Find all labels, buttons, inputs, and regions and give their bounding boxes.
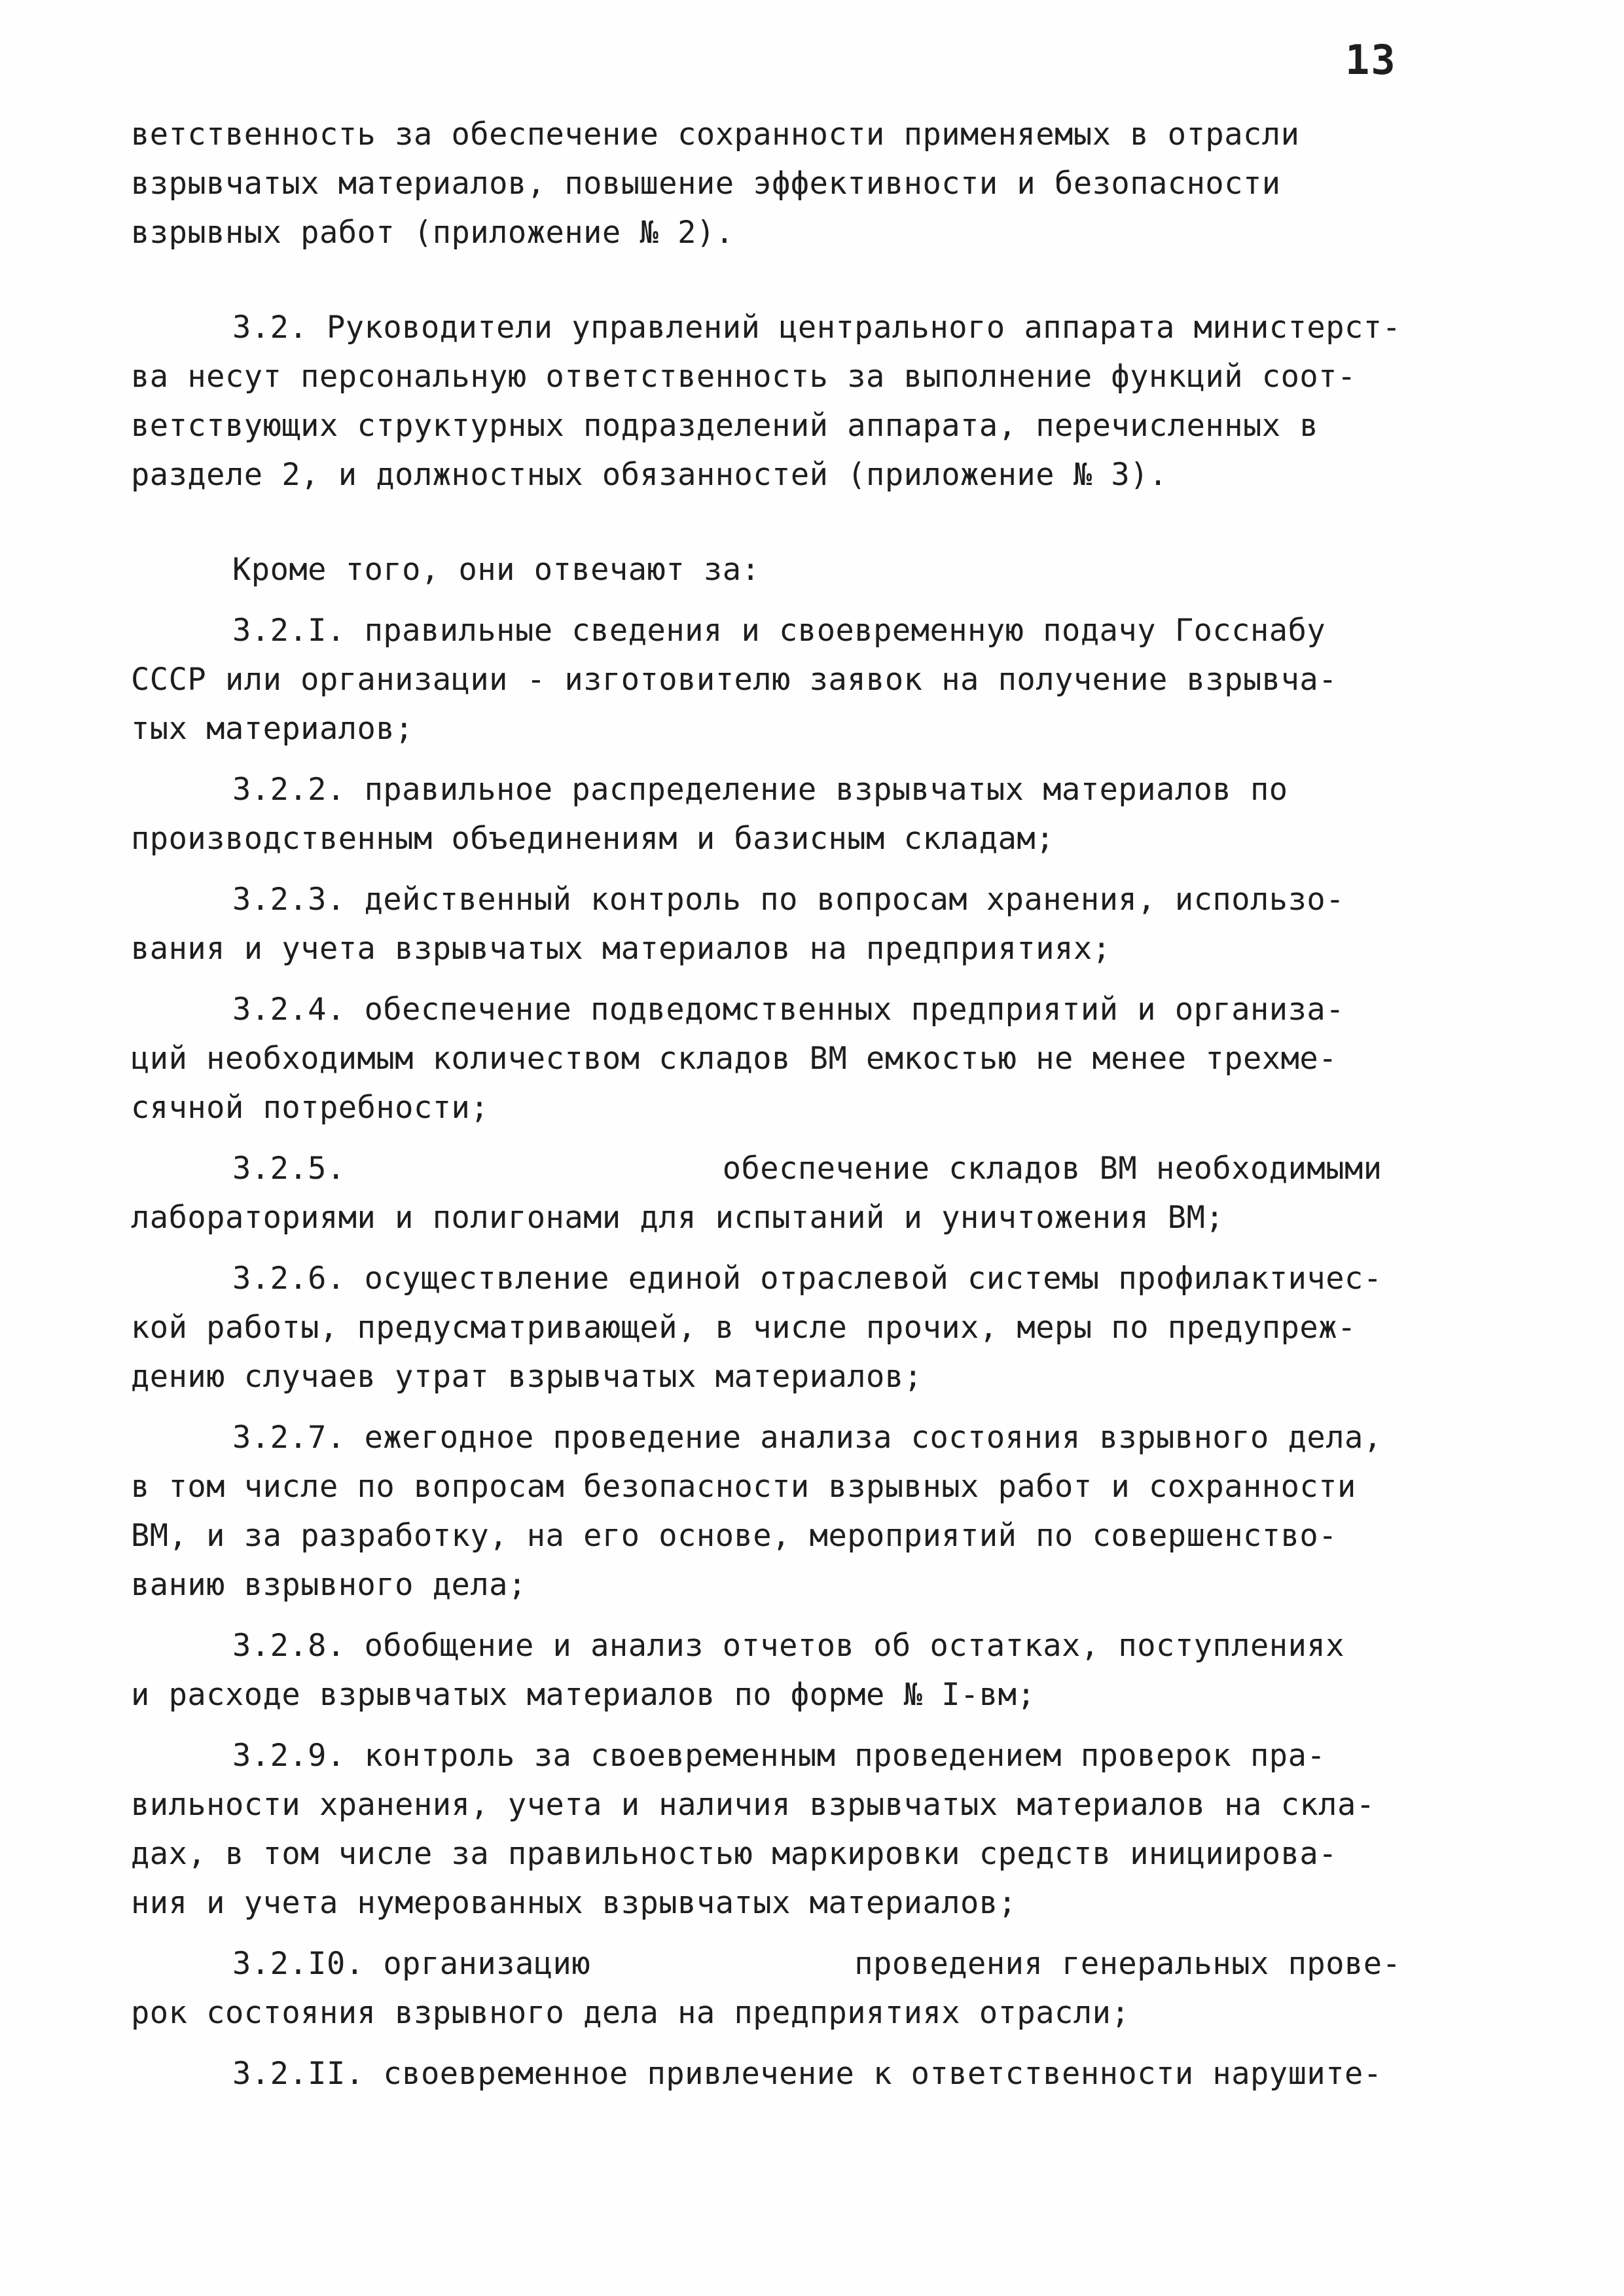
text-line: 3.2.I. правильные сведения и своевременную подачу Госснабу bbox=[232, 613, 1326, 649]
text-line: ВМ, и за разработку, на его основе, мероприятий по совершенство- bbox=[131, 1518, 1337, 1554]
text-line: ций необходимым количеством складов ВМ емкостью не менее трехме- bbox=[131, 1041, 1337, 1077]
document-body bbox=[131, 110, 1492, 2098]
text-line: кой работы, предусматривающей, в числе прочих, меры по предупреж- bbox=[131, 1310, 1356, 1346]
line-gap bbox=[131, 863, 1492, 875]
text-line: 3.2.8. обобщение и анализ отчетов об остатках, поступлениях bbox=[232, 1628, 1344, 1664]
text-line: 3.2.9. контроль за своевременным проведением проверок пра- bbox=[232, 1738, 1326, 1774]
text-line: Кроме того, они отвечают за: bbox=[232, 552, 761, 588]
text-line: взрывчатых материалов, повышение эффективности и безопасности bbox=[131, 166, 1281, 202]
text-line: рок состояния взрывного дела на предприятиях отрасли; bbox=[131, 1995, 1130, 2031]
line-gap bbox=[131, 1609, 1492, 1621]
line-gap bbox=[131, 973, 1492, 985]
text-line: 3.2.I0. организацию проведения генеральных прове- bbox=[232, 1946, 1401, 1982]
text-line: 3.2.4. обеспечение подведомственных предприятий и организа- bbox=[232, 992, 1344, 1028]
text-line: 3.2.II. своевременное привлечение к ответственности нарушите- bbox=[232, 2056, 1382, 2092]
text-line: ветственность за обеспечение сохранности применяемых в отрасли bbox=[131, 117, 1300, 152]
text-line: ветствующих структурных подразделений аппарата, перечисленных в bbox=[131, 408, 1319, 444]
text-line: СССР или организации - изготовителю заявок на получение взрывча- bbox=[131, 662, 1337, 698]
line-gap bbox=[131, 2037, 1492, 2049]
text-line: в том числе по вопросам безопасности взрывных работ и сохранности bbox=[131, 1469, 1356, 1505]
line-gap bbox=[131, 1401, 1492, 1413]
paragraph-gap bbox=[131, 257, 1492, 303]
text-line: 3.2.3. действенный контроль по вопросам хранения, использо- bbox=[232, 882, 1344, 918]
text-line: ва несут персональную ответственность за выполнение функций соот- bbox=[131, 359, 1356, 395]
text-line: дах, в том числе за правильностью маркировки средств инициирова- bbox=[131, 1836, 1337, 1872]
text-line: 3.2.2. правильное распределение взрывчатых материалов по bbox=[232, 772, 1288, 808]
text-line: и расходе взрывчатых материалов по форме № I-вм; bbox=[131, 1677, 1036, 1713]
text-line: взрывных работ (приложение № 2). bbox=[131, 215, 734, 251]
text-line: сячной потребности; bbox=[131, 1090, 490, 1126]
text-line: 3.2.5. обеспечение складов ВМ необходимыми bbox=[232, 1151, 1382, 1187]
text-line: ванию взрывного дела; bbox=[131, 1567, 527, 1603]
line-gap bbox=[131, 1242, 1492, 1254]
paragraph-gap bbox=[131, 499, 1492, 545]
text-line: дению случаев утрат взрывчатых материалов; bbox=[131, 1359, 923, 1395]
page-number: 13 bbox=[1345, 36, 1397, 84]
text-line: 3.2. Руководители управлений центрального аппарата министерст- bbox=[232, 310, 1401, 346]
line-gap bbox=[131, 753, 1492, 765]
line-gap bbox=[131, 594, 1492, 606]
line-gap bbox=[131, 1928, 1492, 1939]
line-gap bbox=[131, 1132, 1492, 1144]
line-gap bbox=[131, 1719, 1492, 1731]
text-line: 3.2.7. ежегодное проведение анализа состояния взрывного дела, bbox=[232, 1420, 1382, 1456]
text-line: тых материалов; bbox=[131, 711, 414, 747]
text-line: вания и учета взрывчатых материалов на предприятиях; bbox=[131, 931, 1111, 967]
text-line: ния и учета нумерованных взрывчатых материалов; bbox=[131, 1885, 1017, 1921]
text-line: 3.2.6. осуществление единой отраслевой системы профилактичес- bbox=[232, 1261, 1382, 1297]
text-line: разделе 2, и должностных обязанностей (приложение № 3). bbox=[131, 457, 1168, 493]
text-line: лабораториями и полигонами для испытаний и уничтожения ВМ; bbox=[131, 1200, 1225, 1236]
text-line: вильности хранения, учета и наличия взрывчатых материалов на скла- bbox=[131, 1787, 1375, 1823]
text-line: производственным объединениям и базисным складам; bbox=[131, 821, 1055, 857]
